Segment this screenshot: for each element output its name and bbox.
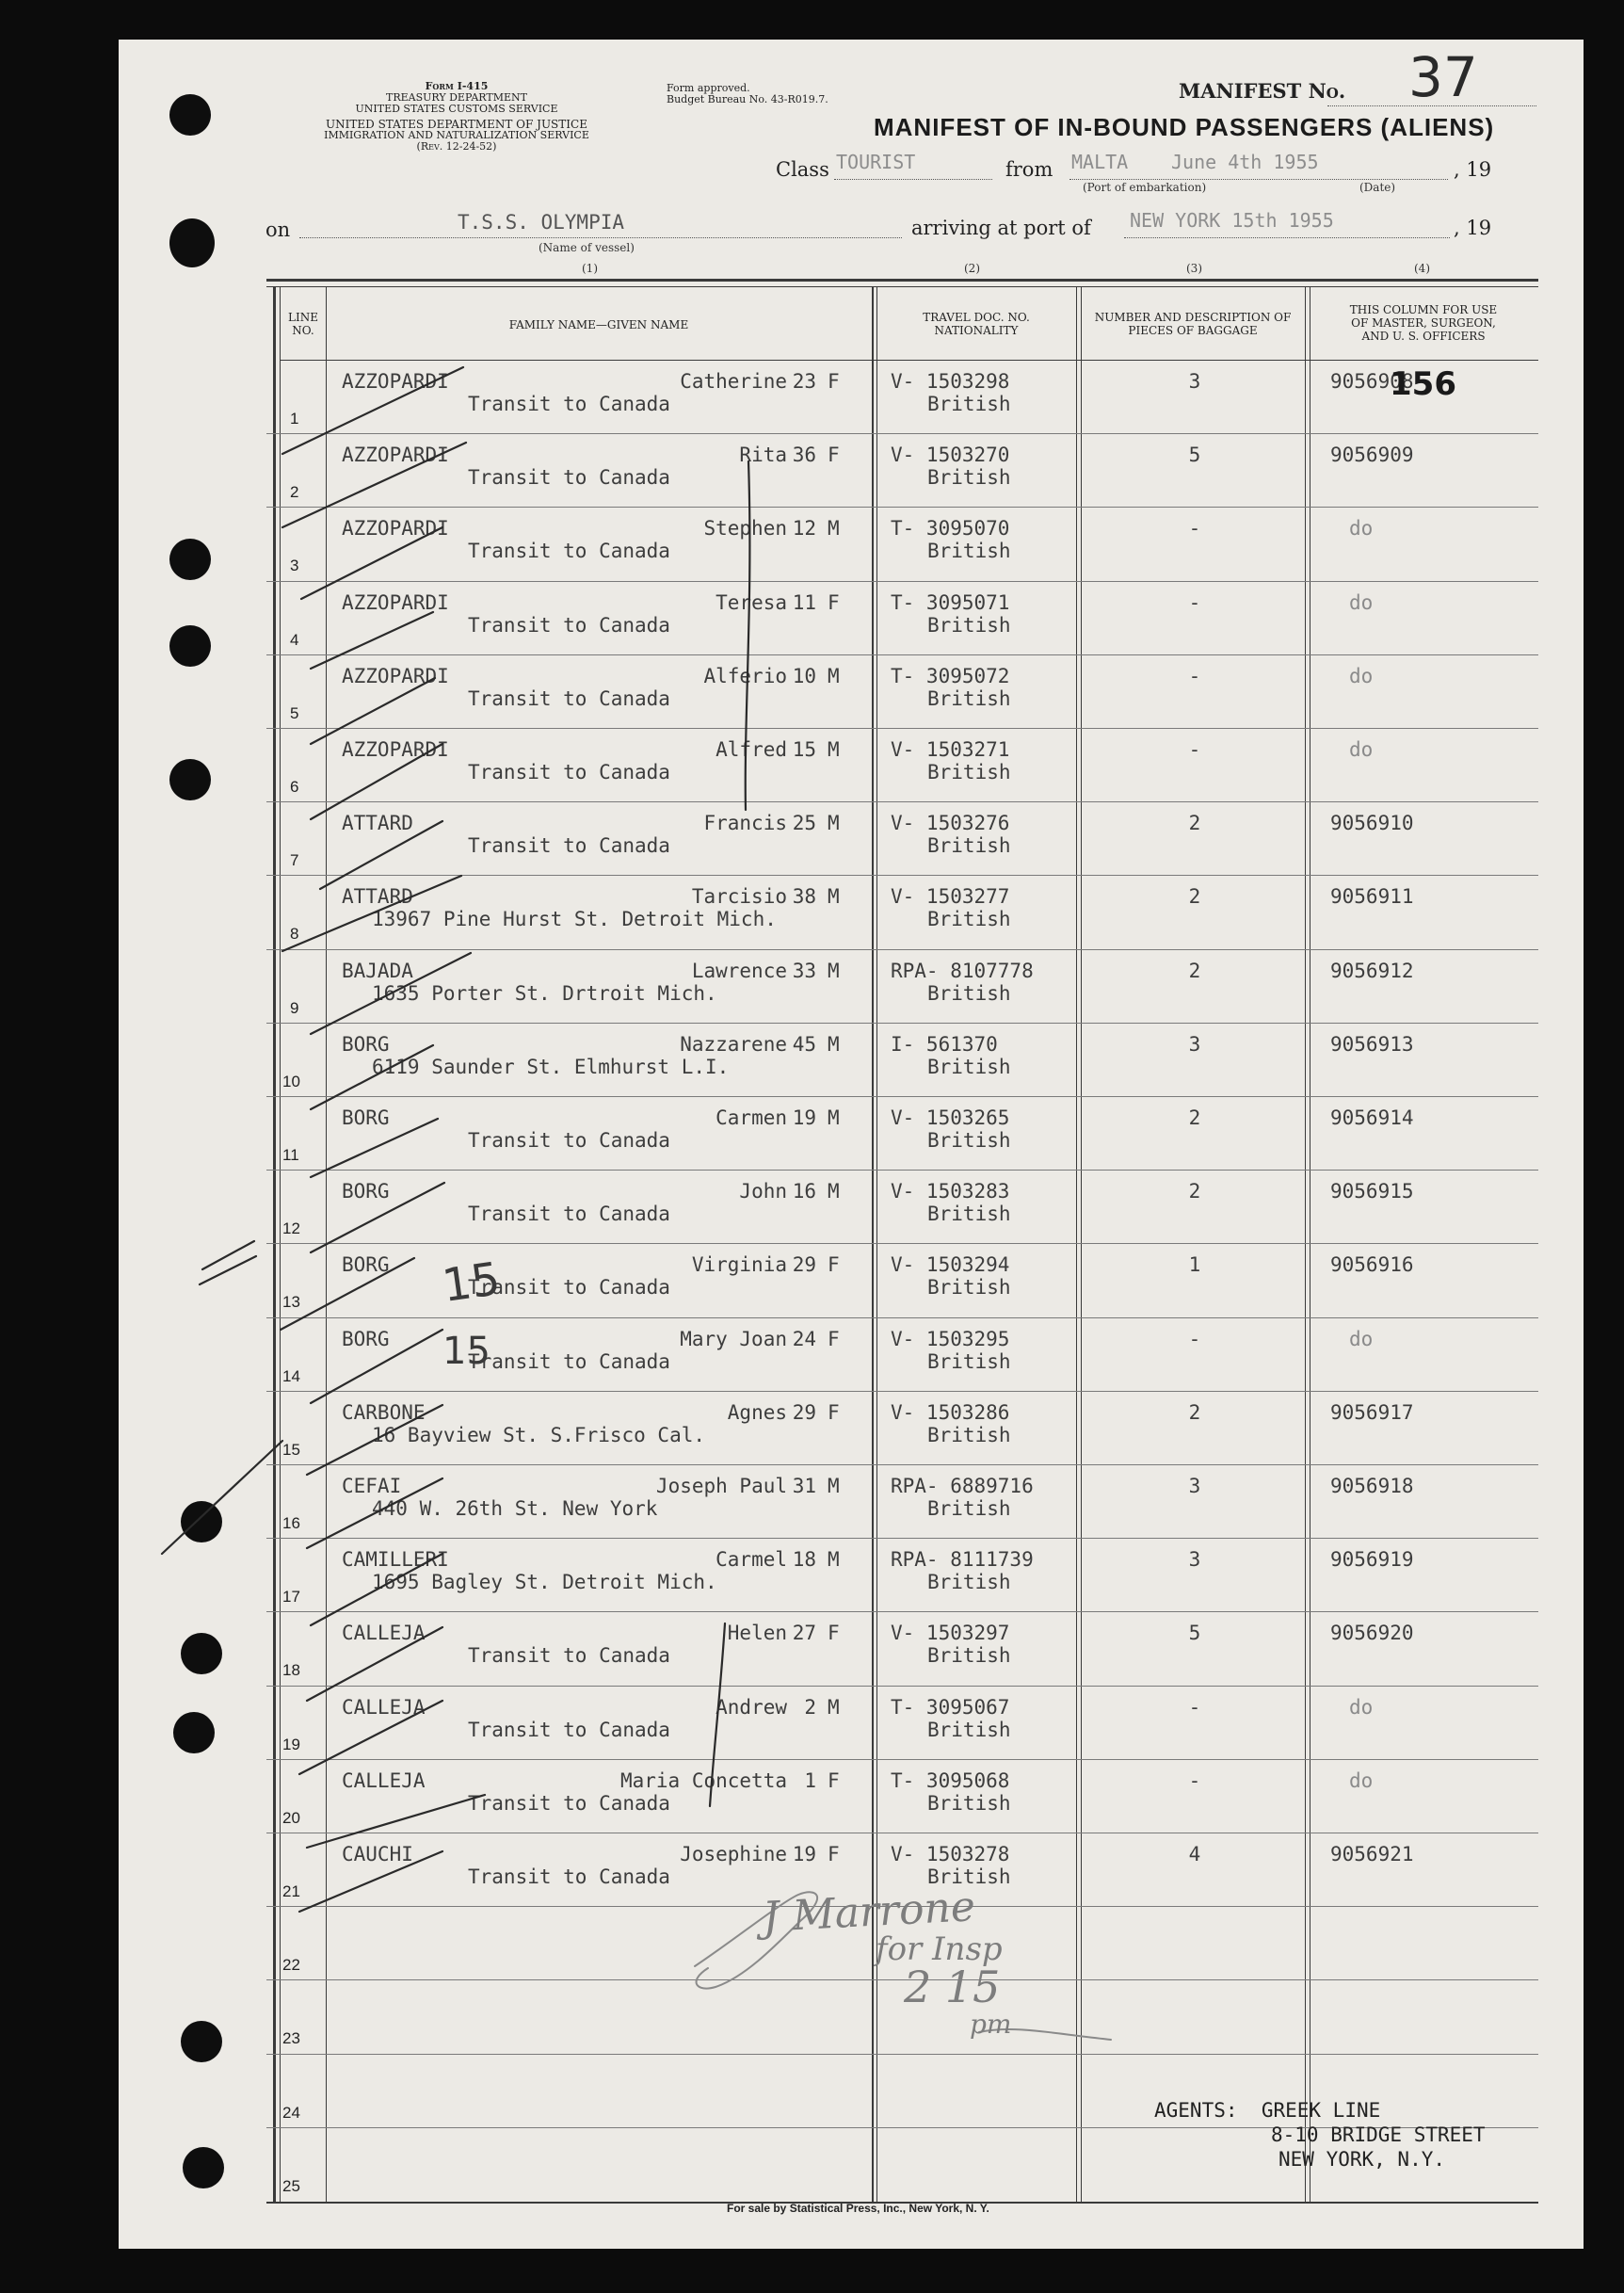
vessel-value: T.S.S. OLYMPIA	[458, 211, 625, 234]
on-label: on	[265, 218, 291, 241]
line-number: 5	[290, 703, 299, 722]
officer-number: 9056911	[1330, 885, 1414, 909]
line-number: 3	[290, 557, 299, 575]
table-row	[266, 1760, 1538, 1833]
age: 1	[804, 1768, 816, 1792]
table-row	[266, 1465, 1538, 1539]
nationality: British	[927, 1791, 1011, 1815]
given-name: Mary Joan	[680, 1327, 787, 1350]
table-row	[266, 434, 1538, 508]
address: Transit to Canada	[468, 1349, 670, 1373]
given-name: Carmel	[716, 1548, 787, 1572]
family-name: BORG	[342, 1180, 390, 1203]
baggage-count: 2	[1188, 1180, 1201, 1203]
travel-doc-number: T- 3095072	[891, 664, 1010, 687]
address: 1635 Porter St. Drtroit Mich.	[372, 981, 717, 1005]
address: Transit to Canada	[468, 540, 670, 563]
line-number: 18	[282, 1661, 300, 1680]
table-row	[266, 729, 1538, 802]
sex: M	[828, 664, 840, 687]
nationality: British	[927, 1349, 1011, 1373]
manifest-number-label: MANIFEST No.	[1179, 79, 1346, 103]
agents-name: GREEK LINE	[1261, 2099, 1381, 2122]
nationality: British	[927, 1276, 1011, 1300]
address: Transit to Canada	[468, 466, 670, 490]
binder-hole	[181, 1501, 222, 1542]
class-value: TOURIST	[836, 151, 916, 173]
travel-doc-number: V- 1503270	[891, 444, 1010, 467]
nationality: British	[927, 834, 1011, 858]
table-row	[266, 1612, 1538, 1686]
col-num-3: (3)	[1186, 262, 1202, 275]
age: 15	[792, 738, 816, 761]
age: 19	[792, 1106, 816, 1129]
line-number: 11	[282, 1146, 299, 1164]
binder-hole	[173, 1712, 215, 1753]
baggage-count: 2	[1188, 959, 1201, 982]
given-name: Lawrence	[691, 959, 787, 982]
sex: F	[828, 370, 840, 393]
binder-hole	[169, 759, 211, 800]
sex: M	[828, 1106, 840, 1129]
travel-doc-number: T- 3095070	[891, 517, 1010, 541]
agents-label: AGENTS:	[1154, 2099, 1238, 2122]
given-name: Agnes	[727, 1400, 787, 1424]
family-name: CAMILLERI	[342, 1548, 449, 1572]
nationality: British	[927, 1497, 1011, 1520]
col-num-1: (1)	[582, 262, 598, 275]
given-name: Teresa	[716, 590, 787, 614]
given-name: Maria Concetta	[619, 1768, 787, 1792]
address: Transit to Canada	[468, 1718, 670, 1741]
nationality: British	[927, 540, 1011, 563]
baggage-count: 4	[1188, 1843, 1201, 1865]
age: 12	[792, 517, 816, 541]
nationality: British	[927, 686, 1011, 710]
sex: M	[828, 1695, 840, 1719]
sex: F	[828, 590, 840, 614]
baggage-count: 5	[1188, 1622, 1201, 1645]
sex: M	[828, 517, 840, 541]
page-mark: 156	[1390, 365, 1456, 403]
from-value: MALTA	[1071, 151, 1129, 173]
family-name: AZZOPARDI	[342, 517, 449, 541]
handwritten-mark-14: 15	[442, 1330, 490, 1373]
table-row	[266, 582, 1538, 655]
table-row	[266, 1024, 1538, 1097]
class-label: Class	[776, 158, 829, 181]
agents-city: NEW YORK, N.Y.	[1278, 2148, 1446, 2171]
sex: F	[828, 1768, 840, 1792]
travel-doc-number: I- 561370	[891, 1032, 998, 1056]
given-name: Andrew	[716, 1695, 787, 1719]
baggage-count: -	[1188, 664, 1201, 687]
officer-number: 9056919	[1330, 1548, 1414, 1572]
travel-doc-number: T- 3095067	[891, 1695, 1010, 1719]
age: 29	[792, 1253, 816, 1277]
travel-doc-number: V- 1503278	[891, 1843, 1010, 1865]
nationality: British	[927, 613, 1011, 637]
binder-hole	[183, 2147, 224, 2188]
sex: M	[828, 1475, 840, 1497]
footer-printer: For sale by Statistical Press, Inc., New York, N. Y.	[727, 2202, 989, 2215]
form-approval: Form approved. Budget Bureau No. 43-R019.7.	[667, 82, 828, 105]
address: Transit to Canada	[468, 393, 670, 415]
line-number: 15	[282, 1440, 300, 1459]
address: Transit to Canada	[468, 761, 670, 783]
line-number: 24	[282, 2103, 300, 2122]
officer-number: do	[1349, 1327, 1374, 1350]
officer-number: 9056912	[1330, 959, 1414, 982]
manifest-number: 37	[1408, 45, 1478, 109]
family-name: ATTARD	[342, 812, 413, 835]
table-row	[266, 1539, 1538, 1612]
baggage-count: 2	[1188, 885, 1201, 909]
col-num-2: (2)	[964, 262, 980, 275]
family-name: AZZOPARDI	[342, 738, 449, 761]
family-name: ATTARD	[342, 885, 413, 909]
table-row	[266, 508, 1538, 581]
year-prefix-1: , 19	[1454, 158, 1492, 181]
sex: M	[828, 959, 840, 982]
table-row	[266, 802, 1538, 876]
officer-number: do	[1349, 517, 1374, 541]
address: 13967 Pine Hurst St. Detroit Mich.	[372, 908, 777, 931]
binder-hole	[181, 2021, 222, 2062]
address: Transit to Canada	[468, 1644, 670, 1668]
family-name: BORG	[342, 1253, 390, 1277]
table-row	[266, 876, 1538, 949]
given-name: Helen	[727, 1622, 787, 1645]
family-name: AZZOPARDI	[342, 590, 449, 614]
family-name: CEFAI	[342, 1475, 402, 1497]
table-row	[266, 655, 1538, 729]
age: 11	[792, 590, 816, 614]
nationality: British	[927, 1129, 1011, 1152]
year-prefix-2: , 19	[1454, 217, 1492, 239]
table-row	[266, 1392, 1538, 1465]
family-name: BAJADA	[342, 959, 413, 982]
age: 25	[792, 812, 816, 835]
travel-doc-number: T- 3095071	[891, 590, 1010, 614]
nationality: British	[927, 1718, 1011, 1741]
line-number: 17	[282, 1588, 300, 1607]
nationality: British	[927, 1055, 1011, 1078]
given-name: Josephine	[680, 1843, 787, 1865]
travel-doc-number: V- 1503286	[891, 1400, 1010, 1424]
line-number: 1	[290, 410, 299, 428]
officer-number: do	[1349, 738, 1374, 761]
sex: M	[828, 812, 840, 835]
table-row	[266, 1097, 1538, 1171]
family-name: BORG	[342, 1327, 390, 1350]
vessel-caption: (Name of vessel)	[539, 241, 635, 254]
table-row	[266, 950, 1538, 1024]
address: 1695 Bagley St. Detroit Mich.	[372, 1571, 717, 1594]
address: 6119 Saunder St. Elmhurst L.I.	[372, 1055, 730, 1078]
officer-number: do	[1349, 1768, 1374, 1792]
col-head-name: FAMILY NAME—GIVEN NAME	[508, 318, 689, 331]
age: 23	[792, 370, 816, 393]
sex: F	[828, 444, 840, 467]
sex: M	[828, 1032, 840, 1056]
sex: F	[828, 1622, 840, 1645]
sex: M	[828, 1180, 840, 1203]
baggage-count: 2	[1188, 1106, 1201, 1129]
address: 16 Bayview St. S.Frisco Cal.	[372, 1423, 706, 1446]
from-label: from	[1005, 158, 1053, 181]
officer-number: 9056908	[1330, 370, 1414, 393]
line-number: 8	[290, 925, 299, 944]
sex: F	[828, 1253, 840, 1277]
baggage-count: 3	[1188, 1475, 1201, 1497]
officer-number: 9056921	[1330, 1843, 1414, 1865]
sex: M	[828, 885, 840, 909]
date-value: June 4th 1955	[1171, 151, 1319, 173]
col-head-officers: THIS COLUMN FOR USE OF MASTER, SURGEON, AND U. S. OFFICERS	[1349, 303, 1498, 343]
age: 24	[792, 1327, 816, 1350]
travel-doc-number: V- 1503283	[891, 1180, 1010, 1203]
binder-hole	[181, 1633, 222, 1674]
nationality: British	[927, 1571, 1011, 1594]
officer-number: 9056920	[1330, 1622, 1414, 1645]
age: 38	[792, 885, 816, 909]
age: 10	[792, 664, 816, 687]
given-name: Carmen	[716, 1106, 787, 1129]
date-caption: (Date)	[1359, 181, 1396, 194]
age: 36	[792, 444, 816, 467]
officer-number: do	[1349, 664, 1374, 687]
nationality: British	[927, 1644, 1011, 1668]
baggage-count: -	[1188, 590, 1201, 614]
family-name: CALLEJA	[342, 1622, 426, 1645]
nationality: British	[927, 908, 1011, 931]
travel-doc-number: RPA- 8107778	[891, 959, 1034, 982]
binder-hole	[169, 625, 211, 667]
agents-block	[1154, 2098, 1486, 2172]
age: 31	[792, 1475, 816, 1497]
travel-doc-number: RPA- 6889716	[891, 1475, 1034, 1497]
address: Transit to Canada	[468, 1865, 670, 1888]
age: 45	[792, 1032, 816, 1056]
col-num-4: (4)	[1414, 262, 1430, 275]
travel-doc-number: V- 1503276	[891, 812, 1010, 835]
line-number: 12	[282, 1219, 300, 1238]
nationality: British	[927, 1865, 1011, 1888]
baggage-count: -	[1188, 1327, 1201, 1350]
line-number: 4	[290, 630, 299, 649]
nationality: British	[927, 981, 1011, 1005]
sex: F	[828, 1843, 840, 1865]
given-name: Nazzarene	[680, 1032, 787, 1056]
table-row	[266, 1687, 1538, 1760]
age: 29	[792, 1400, 816, 1424]
line-number: 6	[290, 778, 299, 796]
col-head-baggage: NUMBER AND DESCRIPTION OF PIECES OF BAGGAGE	[1094, 311, 1292, 337]
handwritten-signature: J Marrone for Insp 2 15 pm	[761, 1882, 1012, 2040]
travel-doc-number: V- 1503277	[891, 885, 1010, 909]
table-top-rule	[266, 279, 1538, 282]
binder-hole	[169, 94, 211, 136]
officer-number: 9056915	[1330, 1180, 1414, 1203]
family-name: CALLEJA	[342, 1768, 426, 1792]
officer-number: 9056910	[1330, 812, 1414, 835]
given-name: Alfred	[716, 738, 787, 761]
address: Transit to Canada	[468, 1129, 670, 1152]
baggage-count: -	[1188, 1695, 1201, 1719]
line-number: 22	[282, 1956, 300, 1975]
travel-doc-number: V- 1503294	[891, 1253, 1010, 1277]
travel-doc-number: V- 1503297	[891, 1622, 1010, 1645]
address: Transit to Canada	[468, 686, 670, 710]
age: 19	[792, 1843, 816, 1865]
officer-number: 9056909	[1330, 444, 1414, 467]
nationality: British	[927, 1203, 1011, 1226]
handwritten-mark-13: 15	[439, 1252, 504, 1313]
line-number: 21	[282, 1882, 300, 1900]
family-name: AZZOPARDI	[342, 370, 449, 393]
table-row	[266, 361, 1538, 434]
address: Transit to Canada	[468, 1276, 670, 1300]
age: 2	[804, 1695, 816, 1719]
line-number: 13	[282, 1293, 300, 1312]
address: Transit to Canada	[468, 834, 670, 858]
travel-doc-number: V- 1503295	[891, 1327, 1010, 1350]
line-number: 25	[282, 2176, 300, 2195]
given-name: Francis	[703, 812, 787, 835]
travel-doc-number: T- 3095068	[891, 1768, 1010, 1792]
baggage-count: -	[1188, 1768, 1201, 1792]
baggage-count: -	[1188, 517, 1201, 541]
line-number: 10	[282, 1072, 300, 1090]
nationality: British	[927, 761, 1011, 783]
given-name: Alferio	[703, 664, 787, 687]
baggage-count: 1	[1188, 1253, 1201, 1277]
table-row	[266, 1171, 1538, 1244]
travel-doc-number: RPA- 8111739	[891, 1548, 1034, 1572]
officer-number: 9056913	[1330, 1032, 1414, 1056]
officer-number: 9056917	[1330, 1400, 1414, 1424]
family-name: AZZOPARDI	[342, 664, 449, 687]
sex: M	[828, 738, 840, 761]
travel-doc-number: V- 1503298	[891, 370, 1010, 393]
officer-number: 9056914	[1330, 1106, 1414, 1129]
baggage-count: 3	[1188, 1032, 1201, 1056]
given-name: Virginia	[691, 1253, 787, 1277]
nationality: British	[927, 1423, 1011, 1446]
given-name: Stephen	[703, 517, 787, 541]
binder-hole	[169, 218, 215, 267]
line-number: 23	[282, 2029, 300, 2048]
given-name: Joseph Paul	[655, 1475, 787, 1497]
officer-number: 9056918	[1330, 1475, 1414, 1497]
nationality: British	[927, 393, 1011, 415]
address: Transit to Canada	[468, 1791, 670, 1815]
officer-number: 9056916	[1330, 1253, 1414, 1277]
baggage-count: -	[1188, 738, 1201, 761]
address: Transit to Canada	[468, 613, 670, 637]
sex: M	[828, 1548, 840, 1572]
col-head-travel-doc: TRAVEL DOC. NO. NATIONALITY	[923, 311, 1030, 337]
baggage-count: 3	[1188, 370, 1201, 393]
arriving-label: arriving at port of	[911, 217, 1091, 239]
given-name: Catherine	[680, 370, 787, 393]
agents-street: 8-10 BRIDGE STREET	[1271, 2123, 1486, 2146]
sex: F	[828, 1400, 840, 1424]
age: 18	[792, 1548, 816, 1572]
line-number: 16	[282, 1514, 300, 1532]
line-number: 9	[290, 998, 299, 1017]
line-number: 2	[290, 483, 299, 502]
age: 16	[792, 1180, 816, 1203]
address: Transit to Canada	[468, 1203, 670, 1226]
line-number: 14	[282, 1366, 300, 1385]
line-number: 7	[290, 851, 299, 870]
age: 33	[792, 959, 816, 982]
form-block: Form I-415 TREASURY DEPARTMENT UNITED STATES CUSTOMS SERVICE UNITED STATES DEPARTMENT OF JUSTICE IMMIGRATION AND NATURALIZATION SERVICE (Rev. 12-24-52)	[324, 80, 589, 153]
officer-number: do	[1349, 1695, 1374, 1719]
nationality: British	[927, 466, 1011, 490]
binder-hole	[169, 539, 211, 580]
given-name: Rita	[739, 444, 787, 467]
baggage-count: 5	[1188, 444, 1201, 467]
age: 27	[792, 1622, 816, 1645]
travel-doc-number: V- 1503271	[891, 738, 1010, 761]
family-name: CALLEJA	[342, 1695, 426, 1719]
baggage-count: 2	[1188, 812, 1201, 835]
arrival-value: NEW YORK 15th 1955	[1130, 209, 1334, 232]
baggage-count: 3	[1188, 1548, 1201, 1572]
officer-number: do	[1349, 590, 1374, 614]
sex: F	[828, 1327, 840, 1350]
given-name: John	[739, 1180, 787, 1203]
baggage-count: 2	[1188, 1400, 1201, 1424]
line-number: 19	[282, 1735, 300, 1753]
family-name: BORG	[342, 1106, 390, 1129]
travel-doc-number: V- 1503265	[891, 1106, 1010, 1129]
line-number: 20	[282, 1808, 300, 1827]
address: 440 W. 26th St. New York	[372, 1497, 658, 1520]
family-name: CAUCHI	[342, 1843, 413, 1865]
family-name: AZZOPARDI	[342, 444, 449, 467]
family-name: BORG	[342, 1032, 390, 1056]
col-head-line-no: LINE NO.	[288, 311, 318, 337]
port-caption: (Port of embarkation)	[1083, 181, 1207, 194]
family-name: CARBONE	[342, 1400, 426, 1424]
given-name: Tarcisio	[691, 885, 787, 909]
manifest-title: MANIFEST OF IN-BOUND PASSENGERS (ALIENS)	[874, 113, 1495, 141]
